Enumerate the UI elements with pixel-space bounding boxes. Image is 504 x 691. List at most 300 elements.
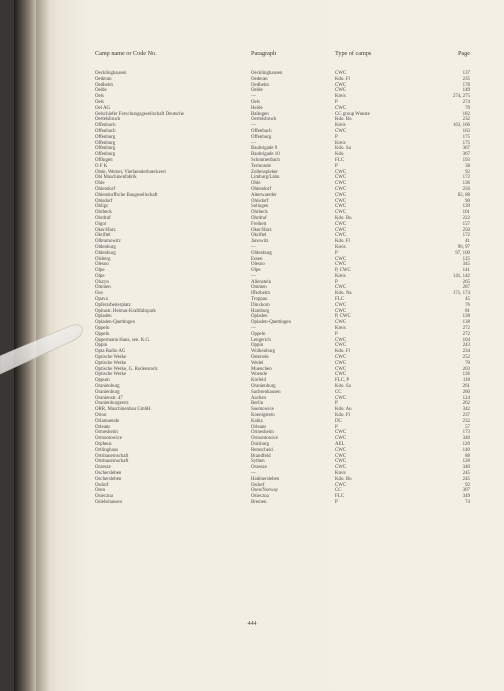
camp-name-cell: Offenbach bbox=[95, 128, 116, 134]
paragraph-cell: Okriftel bbox=[251, 233, 267, 239]
camp-name-cell: Ohrdruf bbox=[95, 215, 111, 221]
page-number: 444 bbox=[247, 621, 257, 627]
camp-name-cell: Opladen bbox=[95, 314, 112, 320]
paragraph-cell: Orleans bbox=[251, 424, 267, 430]
paragraph-cell: Hadmersleben bbox=[251, 476, 280, 482]
camp-name-cell: Ormontowice bbox=[95, 436, 122, 442]
camp-name-cell: Oppin bbox=[95, 343, 108, 349]
camp-name-cell: Oelde bbox=[95, 88, 107, 94]
camp-name-cell: Ortsbauernschaft bbox=[95, 459, 129, 465]
camp-type-cell: CWC bbox=[335, 82, 347, 88]
page-ref-cell: 262 bbox=[462, 401, 470, 407]
paragraph-cell: — bbox=[251, 123, 256, 129]
camp-type-cell: CWC bbox=[335, 128, 347, 134]
paragraph-cell: Aachen bbox=[251, 395, 266, 401]
paragraph-cell: Ohrdruf bbox=[251, 215, 267, 221]
page-ref-cell: 235 bbox=[462, 76, 470, 82]
paragraph-cell: Osterode bbox=[251, 355, 269, 361]
camp-type-cell: P bbox=[335, 163, 338, 169]
page-ref-cell: 97, 100 bbox=[455, 250, 470, 256]
camp-name-cell: Offenbach bbox=[95, 123, 116, 129]
page-ref-cell: 237 bbox=[462, 413, 470, 419]
camp-type-cell: Kreis bbox=[335, 273, 346, 279]
paragraph-cell: — bbox=[251, 470, 256, 476]
index-table bbox=[0, 71, 504, 506]
page-ref-cell: 163 bbox=[462, 128, 470, 134]
camp-name-cell: Opta Radio AG bbox=[95, 349, 126, 355]
page-ref-cell: 182 bbox=[462, 111, 470, 117]
paragraph-cell: Oker/Harz bbox=[251, 227, 272, 233]
camp-type-cell: CWC bbox=[335, 105, 347, 111]
camp-type-cell: CWC bbox=[335, 360, 347, 366]
camp-name-cell: Offingen bbox=[95, 157, 113, 163]
column-header-paragraph: Paragraph bbox=[251, 50, 277, 57]
page-ref-cell: 157 bbox=[462, 221, 470, 227]
paragraph-cell: Heide bbox=[251, 105, 263, 111]
column-header-type: Type of camps bbox=[335, 50, 372, 57]
camp-type-cell: CC bbox=[335, 488, 342, 494]
camp-type-cell: FLC, P bbox=[335, 378, 350, 384]
camp-name-cell: Offenburg bbox=[95, 140, 116, 146]
page-ref-cell: 265 bbox=[462, 279, 470, 285]
page-ref-cell: 88 bbox=[465, 453, 470, 459]
camp-type-cell: P bbox=[335, 499, 338, 505]
paragraph-cell: Oppin bbox=[251, 343, 264, 349]
page-ref-cell: 272 bbox=[462, 326, 470, 332]
paragraph-cell: Kahla bbox=[251, 418, 263, 424]
paragraph-cell: Baubrigade 9 bbox=[251, 146, 278, 152]
page-ref-cell: 118 bbox=[462, 378, 470, 384]
camp-name-cell: Offenburg bbox=[95, 134, 116, 140]
page-ref-cell: 349 bbox=[462, 494, 470, 500]
page-ref-cell: 76 bbox=[465, 302, 470, 308]
paragraph-cell: — bbox=[251, 326, 256, 332]
camp-name-cell: Opava bbox=[95, 297, 108, 303]
paragraph-cell: Remscheid bbox=[251, 447, 273, 453]
camp-name-cell: Ohlsdorf bbox=[95, 198, 113, 204]
camp-type-cell: P, CWC bbox=[335, 268, 351, 274]
camp-name-cell: Oels bbox=[95, 94, 104, 100]
paragraph-cell: Iffezheim bbox=[251, 291, 270, 297]
camp-type-cell: Kdo. Au bbox=[335, 407, 352, 413]
paragraph-cell: Ormontowice bbox=[251, 436, 278, 442]
page-ref-cell: 82, 88 bbox=[457, 192, 470, 198]
camp-type-cell: CWC bbox=[335, 210, 347, 216]
camp-name-cell: Olbramowitz bbox=[95, 239, 121, 245]
camp-type-cell: CC group Wueste bbox=[335, 111, 370, 117]
page-ref-cell: 136 bbox=[462, 372, 470, 378]
camp-name-cell: Ortsbauernschaft bbox=[95, 453, 129, 459]
page-ref-cell: 243 bbox=[462, 343, 470, 349]
camp-name-cell: Oppeln bbox=[95, 331, 110, 337]
camp-name-cell: Orzesze bbox=[95, 465, 111, 471]
column-header-camp-name: Camp name or Code No. bbox=[95, 50, 157, 57]
camp-name-cell: Oederan bbox=[95, 76, 112, 82]
camp-type-cell: CWC bbox=[335, 337, 347, 343]
paragraph-cell: Oldenburg bbox=[251, 250, 272, 256]
paragraph-cell: Oedheim bbox=[251, 82, 269, 88]
camp-type-cell: CWC bbox=[335, 221, 347, 227]
paragraph-cell: Soemowice bbox=[251, 407, 274, 413]
paragraph-cell: Allenstein bbox=[251, 279, 272, 285]
camp-name-cell: Oslebshausen bbox=[95, 499, 122, 505]
camp-type-cell: P bbox=[335, 424, 338, 430]
paragraph-cell: Oecklinghausen bbox=[251, 71, 283, 76]
camp-type-cell: Kreis bbox=[335, 140, 346, 146]
paragraph-cell: Sachsenhausen bbox=[251, 389, 281, 395]
camp-type-cell: CWC bbox=[335, 233, 347, 239]
camp-type-cell: CWC bbox=[335, 465, 347, 471]
camp-type-cell: CWC bbox=[335, 302, 347, 308]
page-ref-cell: 287 bbox=[462, 285, 470, 291]
camp-type-cell: AEL bbox=[335, 442, 345, 447]
page-ref-cell: 81 bbox=[465, 308, 470, 314]
camp-type-cell: CWC bbox=[335, 181, 347, 187]
camp-name-cell: Ohligs bbox=[95, 204, 109, 210]
camp-type-cell: Kdo. Fl bbox=[335, 239, 350, 245]
camp-type-cell: CWC bbox=[335, 355, 347, 361]
camp-type-cell: CWC bbox=[335, 227, 347, 233]
paragraph-cell: Limburg/Lahn bbox=[251, 175, 280, 181]
paragraph-cell: Osen/Norway bbox=[251, 488, 279, 494]
camp-name-cell: Olpe bbox=[95, 273, 105, 279]
camp-type-cell: Kdo. Fl bbox=[335, 349, 350, 355]
camp-type-cell: Kdo. Fl bbox=[335, 76, 350, 82]
paragraph-cell: Balingen bbox=[251, 111, 269, 117]
page-ref-cell: 172 bbox=[462, 233, 470, 239]
page-ref-cell: 234 bbox=[462, 349, 470, 355]
camp-type-cell: P, CWC bbox=[335, 314, 351, 320]
camp-name-cell: Ormesheim bbox=[95, 430, 118, 436]
camp-type-cell: P bbox=[335, 250, 338, 256]
page-ref-cell: 92 bbox=[465, 169, 470, 175]
camp-name-cell: Osdorf bbox=[95, 482, 109, 488]
page-ref-cell: 137 bbox=[462, 71, 470, 76]
camp-type-cell: FLC bbox=[335, 494, 344, 500]
page-ref-cell: 104 bbox=[462, 337, 470, 343]
camp-type-cell: P bbox=[335, 331, 338, 337]
page-ref-cell: 307 bbox=[462, 488, 470, 494]
camp-name-cell: Optische Werke bbox=[95, 360, 127, 366]
page-ref-cell: 367 bbox=[462, 146, 470, 152]
paragraph-cell: Sythen bbox=[251, 459, 265, 465]
page-ref-cell: 222 bbox=[462, 215, 470, 221]
paragraph-cell: Brandfeld bbox=[251, 453, 271, 459]
camp-name-cell: Ohlendorffsche Baugesellschaft bbox=[95, 192, 158, 198]
camp-type-cell: CWC bbox=[335, 169, 347, 175]
page-ref-cell: 175 bbox=[462, 140, 470, 146]
paragraph-cell: Ohlendorf bbox=[251, 186, 272, 192]
paragraph-cell: Oertelsbruch bbox=[251, 117, 277, 123]
camp-type-cell: P bbox=[335, 134, 338, 140]
page-ref-cell: 141 bbox=[462, 268, 470, 274]
paragraph-cell: Muenchen bbox=[251, 366, 272, 372]
paragraph-cell: Lengerich bbox=[251, 337, 271, 343]
camp-name-cell: Ohl Maschinenfabrik bbox=[95, 175, 137, 181]
page-ref-cell: 41 bbox=[465, 239, 470, 245]
camp-type-cell: CWC bbox=[335, 436, 347, 442]
paragraph-cell: Bremen bbox=[251, 499, 267, 505]
camp-type-cell: CWC bbox=[335, 372, 347, 378]
camp-type-cell: CWC bbox=[335, 430, 347, 436]
paragraph-cell: Oranienburg bbox=[251, 384, 276, 390]
page-ref-cell: 232 bbox=[462, 418, 470, 424]
camp-name-cell: Orpheus bbox=[95, 442, 112, 447]
camp-name-cell: Oigor bbox=[95, 221, 107, 227]
page-ref-cell: 140 bbox=[462, 447, 470, 453]
camp-name-cell: Ommen bbox=[95, 285, 111, 291]
camp-name-cell: Oos bbox=[95, 291, 103, 297]
paragraph-cell: Oederan bbox=[251, 76, 268, 82]
page-ref-cell: 128 bbox=[462, 459, 470, 465]
page-ref-cell: 367 bbox=[462, 152, 470, 158]
camp-type-cell: P bbox=[335, 401, 338, 407]
camp-name-cell: Orlamuende bbox=[95, 418, 120, 424]
camp-type-cell: CWC bbox=[335, 71, 347, 76]
camp-type-cell: Kdo. Bu bbox=[335, 215, 352, 221]
camp-type-cell: CWC bbox=[335, 88, 347, 94]
camp-name-cell: Oker/Harz bbox=[95, 227, 116, 233]
paragraph-cell: Offenburg bbox=[251, 134, 272, 140]
camp-name-cell: Oelschiefer Forschungsgesellschaft Deutsche bbox=[95, 111, 184, 117]
camp-name-cell: Offenburg bbox=[95, 152, 116, 158]
page-ref-cell: 340 bbox=[462, 436, 470, 442]
paragraph-cell: Duisburg bbox=[251, 442, 270, 447]
camp-type-cell: CWC bbox=[335, 204, 347, 210]
page-ref-cell: 92 bbox=[465, 482, 470, 488]
page-ref-cell: 74 bbox=[465, 499, 470, 505]
camp-type-cell: Kreis bbox=[335, 94, 346, 100]
page-ref-cell: 138 bbox=[462, 320, 470, 326]
page-ref-cell: 172 bbox=[462, 175, 470, 181]
page-ref-cell: 163, 166 bbox=[452, 123, 470, 129]
camp-type-cell: FLC bbox=[335, 157, 344, 163]
page-ref-cell: 96, 97 bbox=[457, 244, 470, 250]
camp-name-cell: Oranienstr. 47 bbox=[95, 395, 123, 401]
camp-type-cell: CWC bbox=[335, 453, 347, 459]
paragraph-cell: Offenbach bbox=[251, 128, 272, 134]
camp-type-cell: Kdo. Fl bbox=[335, 413, 350, 419]
page-ref-cell: 90 bbox=[465, 198, 470, 204]
paragraph-cell: Ohlsdorf bbox=[251, 198, 269, 204]
camp-name-cell: Ohrbeck bbox=[95, 210, 112, 216]
camp-name-cell: Oldenburg bbox=[95, 244, 116, 250]
page-ref-cell: 57 bbox=[465, 424, 470, 430]
page-ref-cell: 149 bbox=[462, 88, 470, 94]
camp-name-cell: Oschersleben bbox=[95, 470, 122, 476]
paragraph-cell: Ormesheim bbox=[251, 430, 274, 436]
paragraph-cell: Opladen-Quettingen bbox=[251, 320, 291, 326]
page-ref-cell: 45 bbox=[465, 297, 470, 303]
page-ref-cell: 342 bbox=[462, 407, 470, 413]
paragraph-cell: — bbox=[251, 273, 256, 279]
page-ref-cell: 70 bbox=[465, 105, 470, 111]
camp-type-cell: CWC bbox=[335, 262, 347, 268]
camp-type-cell: Kdo. Sa bbox=[335, 384, 351, 390]
camp-name-cell: Oedheim bbox=[95, 82, 113, 88]
camp-type-cell: CWC bbox=[335, 308, 347, 314]
camp-type-cell: Kdo. Bu bbox=[335, 476, 352, 482]
camp-type-cell: Kreis bbox=[335, 326, 346, 332]
camp-type-cell: CWC bbox=[335, 366, 347, 372]
page-ref-cell: 274, 275 bbox=[452, 94, 470, 100]
page-ref-cell: 232 bbox=[462, 117, 470, 123]
paragraph-cell: Baubrigade 10 bbox=[251, 152, 280, 158]
paragraph-cell: Janowitz bbox=[251, 239, 269, 245]
paragraph-cell: Olpe bbox=[251, 268, 261, 274]
page-ref-cell: 203 bbox=[462, 366, 470, 372]
paragraph-cell: Ohle bbox=[251, 181, 261, 187]
camp-type-cell: CWC bbox=[335, 459, 347, 465]
camp-name-cell: Orion bbox=[95, 413, 107, 419]
camp-name-cell: Olesno bbox=[95, 262, 109, 268]
camp-name-cell: Offenburg bbox=[95, 146, 116, 152]
page-ref-cell: 261 bbox=[462, 384, 470, 390]
paragraph-cell: Zollenspieker bbox=[251, 169, 278, 175]
camp-type-cell: CWC bbox=[335, 175, 347, 181]
page-ref-cell: 173 bbox=[462, 430, 470, 436]
camp-type-cell: CWC bbox=[335, 192, 347, 198]
camp-name-cell: Optische Werke bbox=[95, 372, 127, 378]
camp-name-cell: Oldenburg bbox=[95, 250, 116, 256]
camp-type-cell: CWC bbox=[335, 343, 347, 349]
camp-type-cell: CWC bbox=[335, 320, 347, 326]
page-ref-cell: 120 bbox=[462, 442, 470, 447]
paragraph-cell: — bbox=[251, 140, 256, 146]
page-ref-cell: 345 bbox=[462, 262, 470, 268]
camp-name-cell: Okriftel bbox=[95, 233, 111, 239]
camp-name-cell: Ohlendorf bbox=[95, 186, 116, 192]
paragraph-cell: Berlin bbox=[251, 401, 264, 407]
paragraph-cell: Orzesze bbox=[251, 465, 267, 471]
page-ref-cell: 193 bbox=[462, 157, 470, 163]
paragraph-cell: Osieczna bbox=[251, 494, 269, 500]
paragraph-cell: Koenigstein bbox=[251, 413, 275, 419]
paragraph-cell: Oels bbox=[251, 99, 260, 105]
camp-name-cell: Orleans bbox=[95, 424, 111, 430]
camp-name-cell: Olsberg bbox=[95, 256, 111, 262]
camp-type-cell: CWC bbox=[335, 256, 347, 262]
camp-type-cell: CWC bbox=[335, 447, 347, 453]
page-ref-cell: 124 bbox=[462, 395, 470, 401]
camp-type-cell: CC bbox=[335, 389, 342, 395]
index-row bbox=[0, 500, 504, 506]
paragraph-cell: Osdorf bbox=[251, 482, 265, 488]
camp-type-cell: P bbox=[335, 99, 338, 105]
paragraph-cell: Hamburg bbox=[251, 308, 270, 314]
paragraph-cell: Freiheit bbox=[251, 221, 267, 227]
camp-type-cell: DC bbox=[335, 418, 342, 424]
page-ref-cell: 260 bbox=[462, 389, 470, 395]
paragraph-cell: Dinxhorn bbox=[251, 302, 270, 308]
paragraph-cell: Ommen bbox=[251, 285, 267, 291]
camp-name-cell: Oels bbox=[95, 99, 104, 105]
camp-type-cell: CWC bbox=[335, 395, 347, 401]
camp-name-cell: Oel AG bbox=[95, 105, 111, 111]
paragraph-cell: Ohrbeck bbox=[251, 210, 268, 216]
paragraph-cell: Krefeld bbox=[251, 378, 266, 384]
camp-name-cell: Ortlinghaus bbox=[95, 447, 119, 453]
camp-name-cell: Ohde, Werner, Vierlaenderbaeckerei bbox=[95, 169, 166, 175]
camp-type-cell: CWC bbox=[335, 198, 347, 204]
paragraph-cell: Oelde bbox=[251, 88, 263, 94]
camp-type-cell: Kdo. bbox=[335, 152, 345, 158]
camp-name-cell: Oranienburgerstr. bbox=[95, 401, 130, 407]
camp-name-cell: Olszyn bbox=[95, 279, 109, 285]
page-ref-cell: 274 bbox=[462, 99, 470, 105]
page-ref-cell: 136 bbox=[462, 181, 470, 187]
paragraph-cell: Opladen bbox=[251, 314, 268, 320]
page-ref-cell: 245 bbox=[462, 476, 470, 482]
camp-name-cell: Ohle bbox=[95, 181, 105, 187]
camp-type-cell: P bbox=[335, 279, 338, 285]
camp-type-cell: Kdo. Bu bbox=[335, 117, 352, 123]
camp-type-cell: FLC bbox=[335, 297, 344, 303]
page-ref-cell: 138 bbox=[462, 314, 470, 320]
page-ref-cell: 70 bbox=[465, 360, 470, 366]
camp-type-cell: CWC bbox=[335, 186, 347, 192]
page-ref-cell: 175 bbox=[462, 134, 470, 140]
camp-type-cell: Kreis bbox=[335, 244, 346, 250]
page-ref-cell: 101 bbox=[462, 210, 470, 216]
page-ref-cell: 256 bbox=[462, 186, 470, 192]
camp-name-cell: Oecklinghausen bbox=[95, 71, 127, 76]
camp-name-cell: Osieczna bbox=[95, 494, 113, 500]
page-ref-cell: 38 bbox=[465, 163, 470, 169]
camp-name-cell: Oschersleben bbox=[95, 476, 122, 482]
camp-name-cell: Oranienburg bbox=[95, 384, 120, 390]
camp-type-cell: Kdo. Sa bbox=[335, 146, 351, 152]
page-ref-cell: 250 bbox=[462, 227, 470, 233]
page-ref-cell: 340 bbox=[462, 465, 470, 471]
camp-type-cell: Kreis bbox=[335, 470, 346, 476]
camp-name-cell: Opferarbeiterplatz bbox=[95, 302, 131, 308]
paragraph-cell: Oppeln bbox=[251, 331, 266, 337]
paragraph-cell: Termonde bbox=[251, 163, 271, 169]
camp-type-cell: Kdo. Na bbox=[335, 291, 352, 297]
camp-name-cell: Oranienburg bbox=[95, 389, 120, 395]
page-ref-cell: 139 bbox=[462, 204, 470, 210]
camp-name-cell: Opitastr. Heimat-Kraftfahrpark bbox=[95, 308, 156, 314]
camp-type-cell: CWC bbox=[335, 285, 347, 291]
camp-name-cell: Olpe bbox=[95, 268, 105, 274]
camp-type-cell: Kreis bbox=[335, 123, 346, 129]
camp-type-cell: CWC bbox=[335, 482, 347, 488]
camp-name-cell: Oppermann Hans, sen. K.G. bbox=[95, 337, 151, 343]
paragraph-cell: Wedel bbox=[251, 360, 264, 366]
paragraph-cell: — bbox=[251, 94, 256, 100]
camp-name-cell: Oppeln bbox=[95, 326, 110, 332]
camp-name-cell: Osen bbox=[95, 488, 106, 494]
paragraph-cell: Wolkenburg bbox=[251, 349, 275, 355]
camp-name-cell: Optische Werke, G. Rodenstock bbox=[95, 366, 158, 372]
page-ref-cell: 141, 142 bbox=[452, 273, 470, 279]
paragraph-cell: Woende bbox=[251, 372, 267, 378]
paragraph-cell: Olesno bbox=[251, 262, 265, 268]
paragraph-cell: Solingen bbox=[251, 204, 269, 210]
paragraph-cell: — bbox=[251, 244, 256, 250]
camp-name-cell: O F K bbox=[95, 163, 108, 169]
page-ref-cell: 125 bbox=[462, 256, 470, 262]
paragraph-cell: Alterwaerder bbox=[251, 192, 277, 198]
page-ref-cell: 171, 174 bbox=[452, 291, 470, 297]
page-ref-cell: 252 bbox=[462, 355, 470, 361]
page-ref-cell: 178 bbox=[462, 82, 470, 88]
camp-name-cell: ORR, Maschinenbau GmbH. bbox=[95, 407, 152, 413]
camp-name-cell: Optische Werke bbox=[95, 355, 127, 361]
page-ref-cell: 272 bbox=[462, 331, 470, 337]
camp-name-cell: Oppum bbox=[95, 378, 110, 384]
